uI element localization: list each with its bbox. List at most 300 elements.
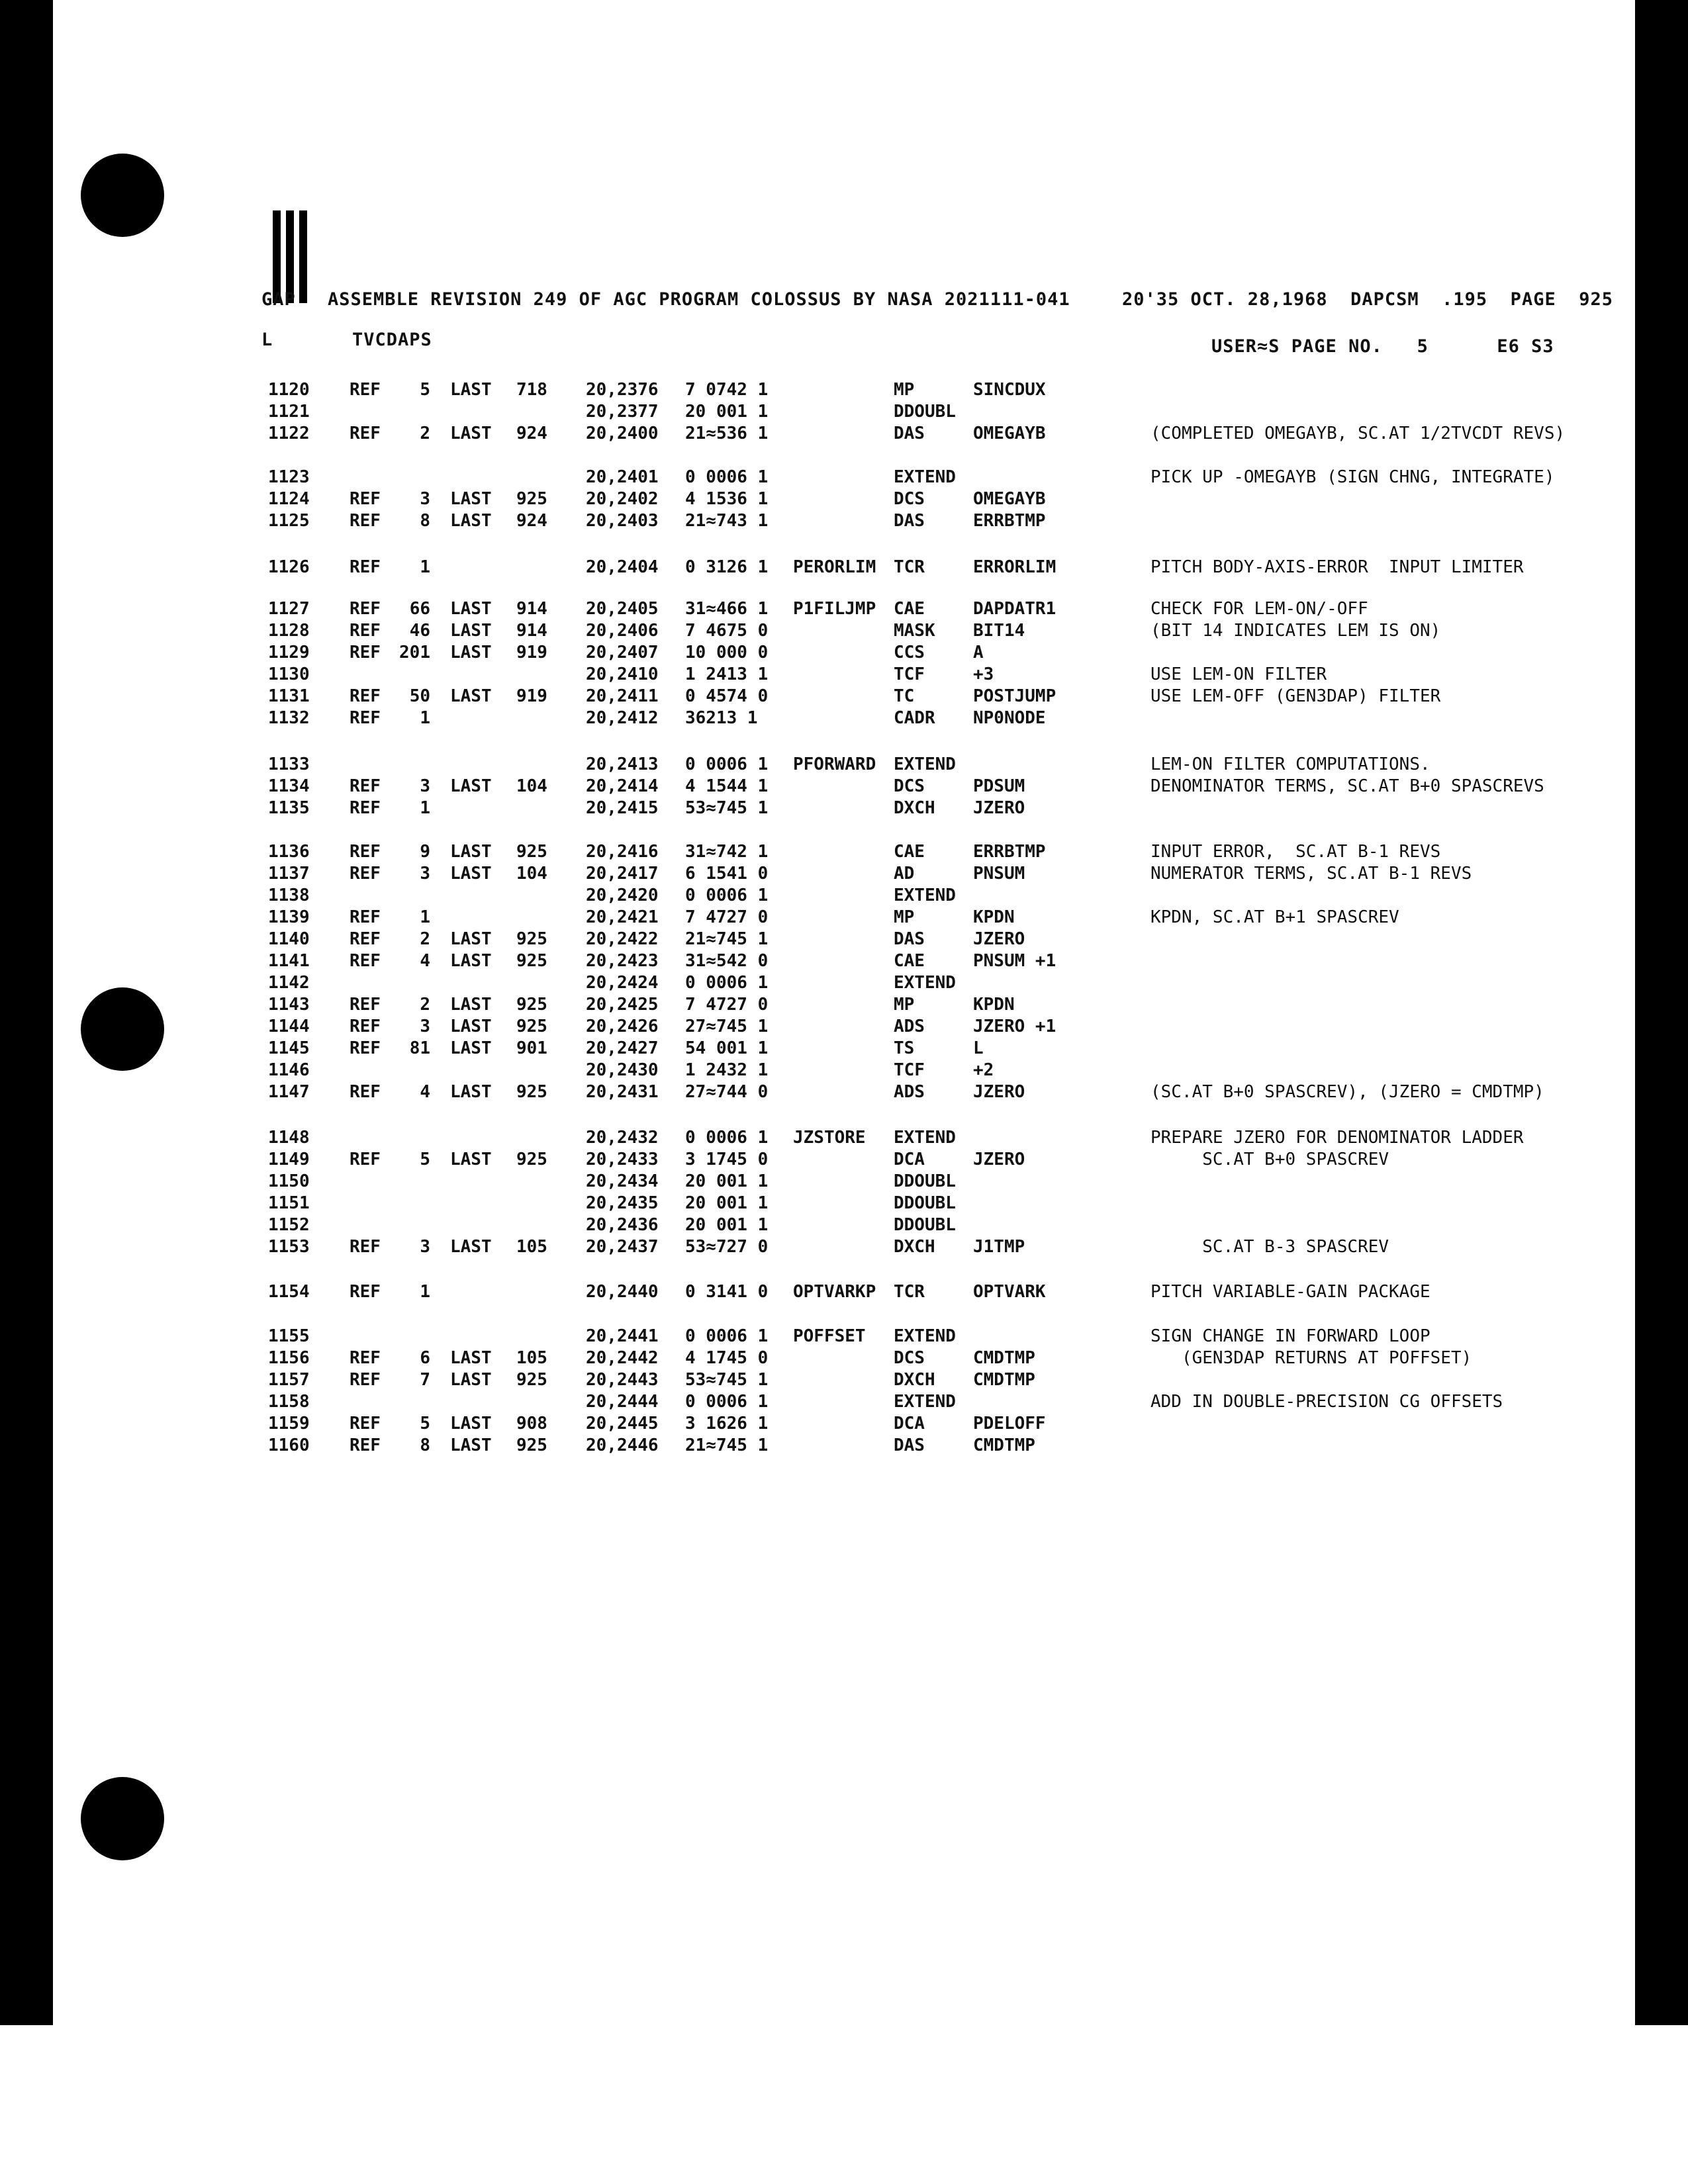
- row-ref: REF: [350, 643, 381, 662]
- row-line: 1147: [268, 1082, 310, 1102]
- row-addr: 20,2410: [586, 664, 659, 684]
- row-word: 4 1544 1: [685, 776, 769, 796]
- row-word: 53≈745 1: [685, 798, 769, 818]
- row-word: 7 4727 0: [685, 995, 769, 1015]
- row-lastn: 914: [516, 599, 547, 619]
- row-comment: KPDN, SC.AT B+1 SPASCREV: [1150, 907, 1399, 927]
- row-operand: CMDTMP: [973, 1370, 1035, 1390]
- row-refn: 1: [420, 557, 430, 577]
- row-operand: ERRBTMP: [973, 511, 1046, 531]
- row-op: TS: [894, 1038, 915, 1058]
- row-word: 20 001 1: [685, 1171, 769, 1191]
- row-word: 53≈745 1: [685, 1370, 769, 1390]
- row-ref: REF: [350, 842, 381, 862]
- row-refn: 7: [420, 1370, 430, 1390]
- row-refn: 3: [420, 1017, 430, 1036]
- row-addr: 20,2433: [586, 1150, 659, 1169]
- row-operand: J1TMP: [973, 1237, 1025, 1257]
- row-op: DAS: [894, 929, 925, 949]
- row-comment: USE LEM-ON FILTER: [1150, 664, 1327, 684]
- row-addr: 20,2407: [586, 643, 659, 662]
- row-line: 1133: [268, 754, 310, 774]
- row-line: 1146: [268, 1060, 310, 1080]
- row-op: DXCH: [894, 1237, 935, 1257]
- row-refn: 46: [409, 621, 430, 641]
- row-addr: 20,2442: [586, 1348, 659, 1368]
- row-lastn: 925: [516, 1435, 547, 1455]
- row-line: 1159: [268, 1414, 310, 1433]
- row-addr: 20,2400: [586, 424, 659, 443]
- row-word: 27≈744 0: [685, 1082, 769, 1102]
- row-refn: 2: [420, 424, 430, 443]
- row-word: 10 000 0: [685, 643, 769, 662]
- row-word: 31≈542 0: [685, 951, 769, 971]
- l-label: L: [261, 330, 273, 350]
- row-line: 1135: [268, 798, 310, 818]
- row-line: 1121: [268, 402, 310, 422]
- row-line: 1134: [268, 776, 310, 796]
- row-operand: PDSUM: [973, 776, 1025, 796]
- row-ref: REF: [350, 776, 381, 796]
- row-addr: 20,2446: [586, 1435, 659, 1455]
- row-lastn: 105: [516, 1237, 547, 1257]
- row-ref: REF: [350, 1082, 381, 1102]
- row-op: DCA: [894, 1150, 925, 1169]
- row-refn: 2: [420, 929, 430, 949]
- row-operand: JZERO +1: [973, 1017, 1056, 1036]
- row-word: 7 0742 1: [685, 380, 769, 400]
- row-addr: 20,2440: [586, 1282, 659, 1302]
- row-ref: REF: [350, 1414, 381, 1433]
- row-addr: 20,2401: [586, 467, 659, 487]
- row-word: 36213 1: [685, 708, 758, 728]
- row-operand: BIT14: [973, 621, 1025, 641]
- row-op: EXTEND: [894, 1128, 956, 1148]
- row-op: DDOUBL: [894, 1215, 956, 1235]
- row-word: 21≈536 1: [685, 424, 769, 443]
- row-op: ADS: [894, 1082, 925, 1102]
- row-comment: PITCH BODY-AXIS-ERROR INPUT LIMITER: [1150, 557, 1524, 577]
- row-op: MP: [894, 907, 915, 927]
- row-label: OPTVARKP: [793, 1282, 876, 1302]
- row-addr: 20,2377: [586, 402, 659, 422]
- user-page-header: USER≈S PAGE NO. 5 E6 S3: [1211, 336, 1554, 357]
- row-lastn: 104: [516, 776, 547, 796]
- row-last: LAST: [450, 842, 492, 862]
- row-addr: 20,2445: [586, 1414, 659, 1433]
- row-last: LAST: [450, 489, 492, 509]
- row-refn: 1: [420, 708, 430, 728]
- row-last: LAST: [450, 643, 492, 662]
- row-addr: 20,2427: [586, 1038, 659, 1058]
- row-word: 27≈745 1: [685, 1017, 769, 1036]
- row-word: 21≈743 1: [685, 511, 769, 531]
- row-line: 1138: [268, 886, 310, 905]
- row-operand: OMEGAYB: [973, 489, 1046, 509]
- row-last: LAST: [450, 686, 492, 706]
- row-operand: CMDTMP: [973, 1435, 1035, 1455]
- row-line: 1142: [268, 973, 310, 993]
- row-lastn: 924: [516, 424, 547, 443]
- row-comment: (BIT 14 INDICATES LEM IS ON): [1150, 621, 1441, 641]
- row-word: 0 0006 1: [685, 1326, 769, 1346]
- row-addr: 20,2432: [586, 1128, 659, 1148]
- row-line: 1149: [268, 1150, 310, 1169]
- row-line: 1129: [268, 643, 310, 662]
- row-ref: REF: [350, 424, 381, 443]
- row-operand: JZERO: [973, 1082, 1025, 1102]
- row-refn: 8: [420, 1435, 430, 1455]
- row-addr: 20,2420: [586, 886, 659, 905]
- row-line: 1139: [268, 907, 310, 927]
- row-addr: 20,2376: [586, 380, 659, 400]
- row-addr: 20,2415: [586, 798, 659, 818]
- row-comment: SC.AT B+0 SPASCREV: [1150, 1150, 1389, 1169]
- row-operand: PNSUM +1: [973, 951, 1056, 971]
- row-operand: KPDN: [973, 907, 1015, 927]
- row-last: LAST: [450, 1370, 492, 1390]
- row-ref: REF: [350, 686, 381, 706]
- row-op: DXCH: [894, 798, 935, 818]
- row-refn: 8: [420, 511, 430, 531]
- row-comment: SIGN CHANGE IN FORWARD LOOP: [1150, 1326, 1430, 1346]
- row-op: MASK: [894, 621, 935, 641]
- row-refn: 3: [420, 489, 430, 509]
- date-header: 20'35 OCT. 28,1968 DAPCSM .195 PAGE 925: [1122, 289, 1613, 310]
- row-refn: 6: [420, 1348, 430, 1368]
- row-comment: PICK UP -OMEGAYB (SIGN CHNG, INTEGRATE): [1150, 467, 1555, 487]
- row-addr: 20,2437: [586, 1237, 659, 1257]
- row-word: 31≈742 1: [685, 842, 769, 862]
- punch-hole-middle: [81, 987, 164, 1071]
- row-lastn: 925: [516, 1370, 547, 1390]
- row-word: 0 4574 0: [685, 686, 769, 706]
- row-addr: 20,2436: [586, 1215, 659, 1235]
- row-op: EXTEND: [894, 1326, 956, 1346]
- row-refn: 9: [420, 842, 430, 862]
- row-last: LAST: [450, 929, 492, 949]
- row-word: 0 3141 0: [685, 1282, 769, 1302]
- row-operand: OMEGAYB: [973, 424, 1046, 443]
- row-comment: LEM-ON FILTER COMPUTATIONS.: [1150, 754, 1430, 774]
- row-operand: NP0NODE: [973, 708, 1046, 728]
- row-lastn: 925: [516, 1082, 547, 1102]
- row-op: DAS: [894, 511, 925, 531]
- row-ref: REF: [350, 621, 381, 641]
- row-ref: REF: [350, 1282, 381, 1302]
- row-label: JZSTORE: [793, 1128, 866, 1148]
- row-refn: 5: [420, 1150, 430, 1169]
- row-lastn: 919: [516, 686, 547, 706]
- row-refn: 2: [420, 995, 430, 1015]
- row-word: 6 1541 0: [685, 864, 769, 884]
- row-line: 1148: [268, 1128, 310, 1148]
- row-word: 20 001 1: [685, 1193, 769, 1213]
- row-op: AD: [894, 864, 915, 884]
- row-word: 31≈466 1: [685, 599, 769, 619]
- row-lastn: 901: [516, 1038, 547, 1058]
- row-comment: CHECK FOR LEM-ON/-OFF: [1150, 599, 1368, 619]
- right-black-border: [1635, 0, 1688, 2025]
- row-ref: REF: [350, 1017, 381, 1036]
- row-op: CCS: [894, 643, 925, 662]
- row-addr: 20,2413: [586, 754, 659, 774]
- row-op: TCR: [894, 557, 925, 577]
- row-last: LAST: [450, 1414, 492, 1433]
- row-op: DXCH: [894, 1370, 935, 1390]
- row-refn: 5: [420, 380, 430, 400]
- row-line: 1155: [268, 1326, 310, 1346]
- section-name: TVCDAPS: [352, 330, 432, 350]
- row-word: 7 4727 0: [685, 907, 769, 927]
- row-last: LAST: [450, 1348, 492, 1368]
- row-op: DDOUBL: [894, 1171, 956, 1191]
- row-addr: 20,2435: [586, 1193, 659, 1213]
- row-line: 1130: [268, 664, 310, 684]
- row-op: TCR: [894, 1282, 925, 1302]
- row-operand: DAPDATR1: [973, 599, 1056, 619]
- row-ref: REF: [350, 1435, 381, 1455]
- row-operand: JZERO: [973, 929, 1025, 949]
- row-op: CAE: [894, 951, 925, 971]
- row-addr: 20,2414: [586, 776, 659, 796]
- row-op: ADS: [894, 1017, 925, 1036]
- row-op: CAE: [894, 842, 925, 862]
- row-addr: 20,2411: [586, 686, 659, 706]
- row-line: 1125: [268, 511, 310, 531]
- row-op: DAS: [894, 424, 925, 443]
- row-operand: KPDN: [973, 995, 1015, 1015]
- row-comment: DENOMINATOR TERMS, SC.AT B+0 SPASCREVS: [1150, 776, 1544, 796]
- row-comment: PREPARE JZERO FOR DENOMINATOR LADDER: [1150, 1128, 1524, 1148]
- row-word: 1 2413 1: [685, 664, 769, 684]
- row-op: DCA: [894, 1414, 925, 1433]
- row-word: 0 0006 1: [685, 754, 769, 774]
- gap-label: GAP: [261, 289, 296, 310]
- row-ref: REF: [350, 1237, 381, 1257]
- row-last: LAST: [450, 1038, 492, 1058]
- row-addr: 20,2402: [586, 489, 659, 509]
- row-last: LAST: [450, 1237, 492, 1257]
- row-addr: 20,2404: [586, 557, 659, 577]
- row-refn: 50: [409, 686, 430, 706]
- row-refn: 3: [420, 1237, 430, 1257]
- row-word: 7 4675 0: [685, 621, 769, 641]
- row-operand: JZERO: [973, 1150, 1025, 1169]
- row-ref: REF: [350, 864, 381, 884]
- row-line: 1160: [268, 1435, 310, 1455]
- row-line: 1124: [268, 489, 310, 509]
- row-last: LAST: [450, 864, 492, 884]
- row-line: 1140: [268, 929, 310, 949]
- row-refn: 1: [420, 907, 430, 927]
- row-line: 1143: [268, 995, 310, 1015]
- row-line: 1152: [268, 1215, 310, 1235]
- row-ref: REF: [350, 511, 381, 531]
- row-operand: ERRBTMP: [973, 842, 1046, 862]
- row-op: DAS: [894, 1435, 925, 1455]
- row-label: PERORLIM: [793, 557, 876, 577]
- row-word: 4 1536 1: [685, 489, 769, 509]
- row-ref: REF: [350, 708, 381, 728]
- row-ref: REF: [350, 907, 381, 927]
- row-refn: 201: [399, 643, 430, 662]
- row-word: 0 0006 1: [685, 1128, 769, 1148]
- row-lastn: 925: [516, 995, 547, 1015]
- row-refn: 4: [420, 1082, 430, 1102]
- row-ref: REF: [350, 951, 381, 971]
- row-line: 1157: [268, 1370, 310, 1390]
- row-refn: 1: [420, 798, 430, 818]
- row-ref: REF: [350, 1038, 381, 1058]
- row-ref: REF: [350, 557, 381, 577]
- row-op: DCS: [894, 489, 925, 509]
- row-line: 1158: [268, 1392, 310, 1412]
- row-addr: 20,2416: [586, 842, 659, 862]
- row-refn: 81: [409, 1038, 430, 1058]
- row-comment: USE LEM-OFF (GEN3DAP) FILTER: [1150, 686, 1441, 706]
- assemble-header: ASSEMBLE REVISION 249 OF AGC PROGRAM COLOSSUS BY NASA 2021111-041: [328, 289, 1070, 310]
- row-operand: A: [973, 643, 984, 662]
- row-lastn: 924: [516, 511, 547, 531]
- row-label: POFFSET: [793, 1326, 866, 1346]
- row-addr: 20,2434: [586, 1171, 659, 1191]
- row-comment: INPUT ERROR, SC.AT B-1 REVS: [1150, 842, 1441, 862]
- row-operand: PNSUM: [973, 864, 1025, 884]
- row-word: 3 1745 0: [685, 1150, 769, 1169]
- row-line: 1151: [268, 1193, 310, 1213]
- row-op: DDOUBL: [894, 402, 956, 422]
- row-addr: 20,2417: [586, 864, 659, 884]
- row-last: LAST: [450, 776, 492, 796]
- row-op: TCF: [894, 1060, 925, 1080]
- row-comment: PITCH VARIABLE-GAIN PACKAGE: [1150, 1282, 1430, 1302]
- row-op: EXTEND: [894, 467, 956, 487]
- row-lastn: 925: [516, 929, 547, 949]
- row-addr: 20,2443: [586, 1370, 659, 1390]
- row-addr: 20,2441: [586, 1326, 659, 1346]
- row-label: PFORWARD: [793, 754, 876, 774]
- row-lastn: 105: [516, 1348, 547, 1368]
- row-last: LAST: [450, 1150, 492, 1169]
- punch-hole-bottom: [81, 1777, 164, 1860]
- row-operand: POSTJUMP: [973, 686, 1056, 706]
- row-word: 1 2432 1: [685, 1060, 769, 1080]
- row-refn: 3: [420, 864, 430, 884]
- row-op: EXTEND: [894, 1392, 956, 1412]
- row-last: LAST: [450, 380, 492, 400]
- row-operand: ERRORLIM: [973, 557, 1056, 577]
- row-line: 1132: [268, 708, 310, 728]
- row-word: 20 001 1: [685, 1215, 769, 1235]
- row-line: 1145: [268, 1038, 310, 1058]
- row-ref: REF: [350, 995, 381, 1015]
- row-operand: CMDTMP: [973, 1348, 1035, 1368]
- row-operand: JZERO: [973, 798, 1025, 818]
- row-op: TC: [894, 686, 915, 706]
- row-op: TCF: [894, 664, 925, 684]
- row-op: CADR: [894, 708, 935, 728]
- row-ref: REF: [350, 380, 381, 400]
- row-ref: REF: [350, 1150, 381, 1169]
- row-word: 20 001 1: [685, 402, 769, 422]
- row-line: 1122: [268, 424, 310, 443]
- row-line: 1150: [268, 1171, 310, 1191]
- row-operand: +3: [973, 664, 994, 684]
- row-operand: +2: [973, 1060, 994, 1080]
- row-label: P1FILJMP: [793, 599, 876, 619]
- row-word: 0 0006 1: [685, 1392, 769, 1412]
- row-operand: OPTVARK: [973, 1282, 1046, 1302]
- row-lastn: 908: [516, 1414, 547, 1433]
- row-ref: REF: [350, 1370, 381, 1390]
- row-last: LAST: [450, 511, 492, 531]
- row-lastn: 925: [516, 842, 547, 862]
- row-line: 1144: [268, 1017, 310, 1036]
- row-word: 3 1626 1: [685, 1414, 769, 1433]
- punch-hole-top: [81, 154, 164, 237]
- row-lastn: 104: [516, 864, 547, 884]
- row-word: 0 0006 1: [685, 886, 769, 905]
- row-line: 1123: [268, 467, 310, 487]
- row-word: 54 001 1: [685, 1038, 769, 1058]
- row-last: LAST: [450, 424, 492, 443]
- row-addr: 20,2406: [586, 621, 659, 641]
- row-op: EXTEND: [894, 754, 956, 774]
- row-addr: 20,2424: [586, 973, 659, 993]
- row-comment: (COMPLETED OMEGAYB, SC.AT 1/2TVCDT REVS): [1150, 424, 1566, 443]
- row-last: LAST: [450, 995, 492, 1015]
- row-addr: 20,2405: [586, 599, 659, 619]
- row-lastn: 925: [516, 1150, 547, 1169]
- row-line: 1128: [268, 621, 310, 641]
- row-op: DCS: [894, 776, 925, 796]
- row-addr: 20,2444: [586, 1392, 659, 1412]
- row-addr: 20,2430: [586, 1060, 659, 1080]
- row-operand: L: [973, 1038, 984, 1058]
- row-line: 1131: [268, 686, 310, 706]
- row-addr: 20,2425: [586, 995, 659, 1015]
- row-last: LAST: [450, 951, 492, 971]
- row-word: 0 3126 1: [685, 557, 769, 577]
- row-comment: (SC.AT B+0 SPASCREV), (JZERO = CMDTMP): [1150, 1082, 1544, 1102]
- row-line: 1127: [268, 599, 310, 619]
- row-line: 1137: [268, 864, 310, 884]
- row-last: LAST: [450, 1435, 492, 1455]
- row-refn: 66: [409, 599, 430, 619]
- row-line: 1120: [268, 380, 310, 400]
- row-word: 4 1745 0: [685, 1348, 769, 1368]
- row-refn: 5: [420, 1414, 430, 1433]
- row-lastn: 925: [516, 951, 547, 971]
- row-op: DCS: [894, 1348, 925, 1368]
- row-word: 0 0006 1: [685, 973, 769, 993]
- row-word: 53≈727 0: [685, 1237, 769, 1257]
- row-op: EXTEND: [894, 973, 956, 993]
- row-line: 1154: [268, 1282, 310, 1302]
- left-black-border: [0, 0, 53, 2025]
- row-last: LAST: [450, 1082, 492, 1102]
- row-op: MP: [894, 995, 915, 1015]
- row-op: MP: [894, 380, 915, 400]
- row-op: EXTEND: [894, 886, 956, 905]
- row-addr: 20,2403: [586, 511, 659, 531]
- row-word: 0 0006 1: [685, 467, 769, 487]
- row-ref: REF: [350, 1348, 381, 1368]
- row-addr: 20,2426: [586, 1017, 659, 1036]
- row-word: 21≈745 1: [685, 1435, 769, 1455]
- row-lastn: 925: [516, 1017, 547, 1036]
